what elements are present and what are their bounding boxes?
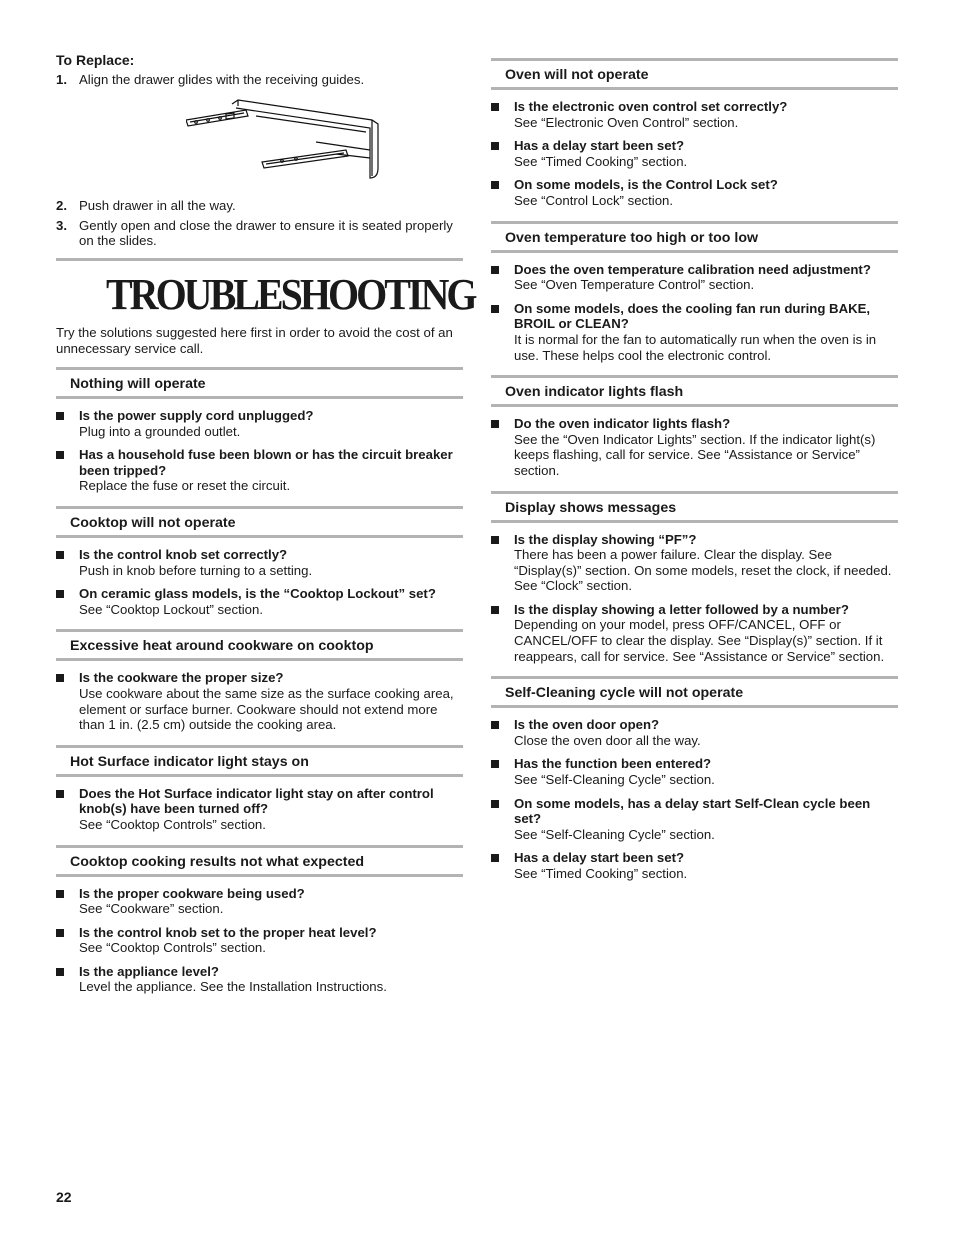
square-bullet-icon bbox=[56, 551, 64, 559]
item-answer: Level the appliance. See the Installation Instructions. bbox=[79, 979, 387, 995]
trouble-item bbox=[491, 177, 898, 208]
square-bullet-icon bbox=[56, 929, 64, 937]
replace-block bbox=[56, 53, 463, 87]
trouble-item bbox=[491, 756, 898, 787]
item-question: Has a household fuse been blown or has the circuit breaker been tripped? bbox=[79, 447, 453, 478]
square-bullet-icon bbox=[491, 721, 499, 729]
trouble-item bbox=[56, 964, 463, 995]
replace-step-2: 2. Push drawer in all the way. bbox=[56, 198, 236, 213]
section-items bbox=[56, 886, 463, 996]
item-answer: See “Self-Cleaning Cycle” section. bbox=[514, 826, 715, 842]
trouble-section bbox=[56, 845, 463, 996]
square-bullet-icon bbox=[491, 266, 499, 274]
item-question: On ceramic glass models, is the “Cooktop Lockout” set? bbox=[79, 586, 436, 602]
square-bullet-icon bbox=[56, 412, 64, 420]
square-bullet-icon bbox=[491, 854, 499, 862]
trouble-item bbox=[491, 717, 898, 748]
replace-step-1: 1. Align the drawer glides with the receiving guides. bbox=[56, 71, 365, 87]
square-bullet-icon bbox=[491, 760, 499, 768]
item-answer: Replace the fuse or reset the circuit. bbox=[79, 478, 291, 494]
item-answer: See “Oven Temperature Control” section. bbox=[514, 277, 755, 293]
trouble-section bbox=[491, 676, 898, 881]
item-question: Is the power supply cord unplugged? bbox=[79, 408, 314, 423]
item-question: Has a delay start been set? bbox=[514, 850, 685, 866]
square-bullet-icon bbox=[56, 590, 64, 598]
left-sections bbox=[56, 367, 463, 1007]
item-answer: Use cookware about the same size as the surface cooking area, element or surface burner. Cookware should not extend more than 1 in. (2.5 cm) outside the cooking area. bbox=[79, 685, 454, 733]
page-number: 22 bbox=[56, 1189, 72, 1205]
item-answer: See “Timed Cooking” section. bbox=[514, 866, 688, 881]
square-bullet-icon bbox=[491, 800, 499, 808]
replace-step-3: 3. Gently open and close the drawer to ensure it is seated properly on the slides. bbox=[56, 217, 453, 249]
section-heading: Hot Surface indicator light stays on bbox=[56, 745, 463, 777]
item-question: Is the appliance level? bbox=[79, 963, 219, 979]
section-heading: Excessive heat around cookware on cooktop bbox=[56, 629, 463, 661]
item-answer: See “Cookware” section. bbox=[79, 901, 224, 917]
trouble-item bbox=[56, 586, 463, 617]
item-question: On some models, has a delay start Self-Clean cycle been set? bbox=[514, 795, 871, 827]
trouble-item bbox=[491, 138, 898, 169]
trouble-item bbox=[56, 447, 463, 494]
item-question: Do the oven indicator lights flash? bbox=[514, 416, 731, 432]
item-question: Is the display showing a letter followed by a number? bbox=[514, 601, 849, 617]
trouble-item bbox=[491, 850, 898, 881]
square-bullet-icon bbox=[491, 305, 499, 313]
item-question: Is the electronic oven control set correctly? bbox=[514, 99, 788, 114]
section-heading: Display shows messages bbox=[491, 491, 898, 523]
item-answer: Plug into a grounded outlet. bbox=[79, 423, 241, 439]
item-question: Is the display showing “PF”? bbox=[514, 531, 697, 547]
square-bullet-icon bbox=[491, 103, 499, 111]
square-bullet-icon bbox=[491, 420, 499, 428]
item-question: Is the proper cookware being used? bbox=[79, 885, 305, 901]
item-question: On some models, does the cooling fan run during BAKE, BROIL or CLEAN? bbox=[514, 300, 871, 332]
trouble-section bbox=[491, 221, 898, 364]
section-heading: Oven indicator lights flash bbox=[491, 375, 898, 407]
item-answer: See the “Oven Indicator Lights” section. If the indicator light(s) keeps flashing, call for service. See “Assistance or Service” section. bbox=[514, 431, 876, 478]
trouble-section bbox=[491, 491, 898, 665]
section-items bbox=[56, 408, 463, 494]
right-sections bbox=[491, 58, 898, 894]
trouble-item bbox=[56, 408, 463, 439]
item-question: Has a delay start been set? bbox=[514, 138, 685, 154]
section-items bbox=[491, 416, 898, 478]
item-question: Does the oven temperature calibration need adjustment? bbox=[514, 261, 871, 277]
trouble-item bbox=[491, 602, 898, 664]
section-items bbox=[491, 99, 898, 209]
item-question: Is the control knob set to the proper heat level? bbox=[79, 924, 377, 940]
square-bullet-icon bbox=[491, 536, 499, 544]
item-answer: Close the oven door all the way. bbox=[514, 732, 701, 748]
item-question: Does the Hot Surface indicator light stay on after control knob(s) have been turned off? bbox=[79, 785, 434, 817]
trouble-item bbox=[491, 796, 898, 843]
trouble-section bbox=[491, 58, 898, 209]
square-bullet-icon bbox=[491, 142, 499, 150]
item-answer: See “Electronic Oven Control” section. bbox=[514, 114, 739, 130]
item-answer: See “Cooktop Controls” section. bbox=[79, 940, 266, 956]
trouble-item bbox=[56, 670, 463, 732]
trouble-item bbox=[56, 547, 463, 578]
trouble-item bbox=[491, 301, 898, 363]
section-heading: Cooktop cooking results not what expected bbox=[56, 845, 463, 877]
square-bullet-icon bbox=[56, 790, 64, 798]
item-question: Has the function been entered? bbox=[514, 756, 712, 772]
page-title: TROUBLESHOOTING bbox=[106, 268, 475, 320]
item-question: Is the control knob set correctly? bbox=[79, 546, 288, 562]
section-heading: Nothing will operate bbox=[56, 367, 463, 399]
item-answer: Push in knob before turning to a setting. bbox=[79, 562, 313, 578]
replace-heading: To Replace: bbox=[56, 52, 135, 68]
section-items bbox=[56, 547, 463, 617]
trouble-section bbox=[491, 375, 898, 478]
intro-text: Try the solutions suggested here first in order to avoid the cost of an unnecessary service call. bbox=[56, 325, 453, 356]
item-answer: See “Cooktop Controls” section. bbox=[79, 816, 266, 832]
item-answer: See “Cooktop Lockout” section. bbox=[79, 601, 263, 617]
trouble-item bbox=[56, 925, 463, 956]
item-answer: See “Timed Cooking” section. bbox=[514, 153, 688, 169]
trouble-item bbox=[56, 786, 463, 833]
item-answer: There has been a power failure. Clear the display. See “Display(s)” section. On some models, reset the clock, if needed. See “Clock” section. bbox=[514, 547, 892, 594]
section-items bbox=[56, 786, 463, 833]
item-answer: See “Self-Cleaning Cycle” section. bbox=[514, 772, 715, 788]
trouble-section bbox=[56, 629, 463, 732]
section-heading: Oven will not operate bbox=[491, 58, 898, 90]
item-answer: See “Control Lock” section. bbox=[514, 192, 674, 208]
section-heading: Oven temperature too high or too low bbox=[491, 221, 898, 253]
square-bullet-icon bbox=[56, 968, 64, 976]
drawer-glide-illustration bbox=[186, 98, 386, 182]
square-bullet-icon bbox=[56, 674, 64, 682]
square-bullet-icon bbox=[491, 606, 499, 614]
trouble-section bbox=[56, 367, 463, 494]
trouble-item bbox=[491, 416, 898, 478]
trouble-item bbox=[491, 532, 898, 594]
section-heading: Self-Cleaning cycle will not operate bbox=[491, 676, 898, 708]
square-bullet-icon bbox=[491, 181, 499, 189]
item-answer: Depending on your model, press OFF/CANCEL, OFF or CANCEL/OFF to clear the display. See “Display(s)” section. If it reappears, call for service. See “Assistance or Service” section. bbox=[514, 617, 885, 664]
section-items bbox=[56, 670, 463, 732]
square-bullet-icon bbox=[56, 451, 64, 459]
section-heading: Cooktop will not operate bbox=[56, 506, 463, 538]
item-question: On some models, is the Control Lock set? bbox=[514, 177, 778, 193]
section-items bbox=[491, 717, 898, 881]
section-items bbox=[491, 262, 898, 364]
trouble-item bbox=[491, 262, 898, 293]
item-question: Is the cookware the proper size? bbox=[79, 670, 284, 686]
item-answer: It is normal for the fan to automatically run when the oven is in use. These helps cool the electronic control. bbox=[514, 331, 877, 363]
trouble-section bbox=[56, 745, 463, 833]
trouble-section bbox=[56, 506, 463, 617]
section-items bbox=[491, 532, 898, 665]
trouble-item bbox=[491, 99, 898, 130]
trouble-item bbox=[56, 886, 463, 917]
item-question: Is the oven door open? bbox=[514, 717, 660, 733]
title-divider bbox=[56, 258, 463, 261]
square-bullet-icon bbox=[56, 890, 64, 898]
